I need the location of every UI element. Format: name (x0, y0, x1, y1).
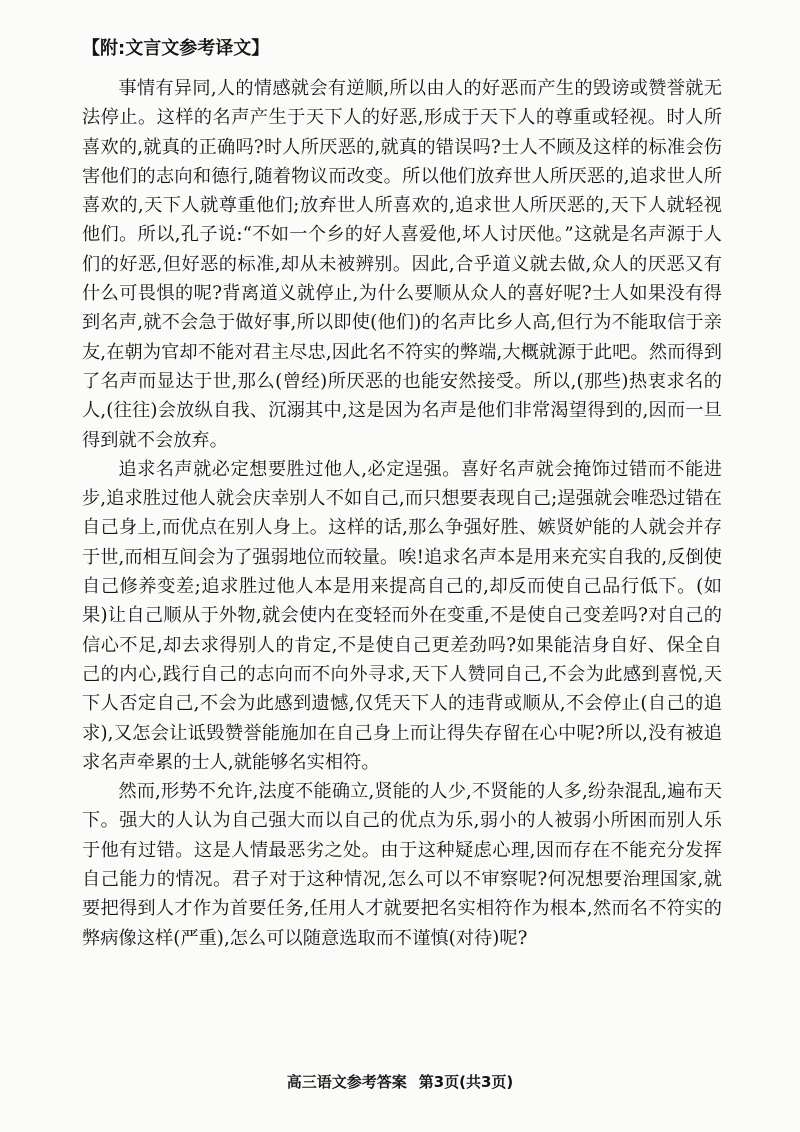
footer-subject: 高三语文参考答案 (286, 1073, 407, 1091)
paragraph-3: 然而,形势不允许,法度不能确立,贤能的人少,不贤能的人多,纷杂混乱,遍布天下。强大的人认为自己强大而以自己的优点为乐,弱小的人被弱小所困而别人乐于他有过错。这是人情最恶劣之处。由于这种疑虑心理,因而存在不能充分发挥自己能力的情况。君子对于这种情况,怎么可以不审察呢?何况想要治理国家,就要把得到人才作为首要任务,任用人才就要把名实相符作为根本,然而名不符实的弊病像这样(严重),怎么可以随意选取而不谨慎(对待)呢? (82, 781, 722, 949)
translation-body (82, 74, 722, 953)
paragraph-2: 追求名声就必定想要胜过他人,必定逞强。喜好名声就会掩饰过错而不能进步,追求胜过他人就会庆幸别人不如自己,而只想要表现自己;逞强就会唯恐过错在自己身上,而优点在别人身上。这样的话,那么争强好胜、嫉贤妒能的人就会并存于世,而相互间会为了强弱地位而较量。唉!追求名声本是用来充实自我的,反倒使自己修养变差;追求胜过他人本是用来提高自己的,却反而使自己品行低下。(如果)让自己顺从于外物,就会使内在变轻而外在变重,不是使自己变差吗?对自己的信心不足,却去求得别人的肯定,不是使自己更差劲吗?如果能洁身自好、保全自己的内心,践行自己的志向而不向外寻求,天下人赞同自己,不会为此感到喜悦,天下人否定自己,不会为此感到遗憾,仅凭天下人的违背或顺从,不会停止(自己的追求),又怎会让诋毁赞誉能施加在自己身上而让得失存留在心中呢?所以,没有被追求名声牵累的士人,就能够名实相符。 (82, 458, 722, 773)
page-footer (0, 1072, 800, 1092)
paragraph-1: 事情有异同,人的情感就会有逆顺,所以由人的好恶而产生的毁谤或赞誉就无法停止。这样的名声产生于天下人的好恶,形成于天下人的尊重或轻视。时人所喜欢的,就真的正确吗?时人所厌恶的,就真的错误吗?士人不顾及这样的标准会伤害他们的志向和德行,随着物议而改变。所以他们放弃世人所厌恶的,追求世人所喜欢的,天下人就尊重他们;放弃世人所喜欢的,追求世人所厌恶的,天下人就轻视他们。所以,孔子说:“不如一个乡的好人喜爱他,坏人讨厌他。”这就是名声源于人们的好恶,但好恶的标准,却从未被辨别。因此,合乎道义就去做,众人的厌恶又有什么可畏惧的呢?背离道义就停止,为什么要顺从众人的喜好呢?士人如果没有得到名声,就不会急于做好事,所以即使(他们)的名声比乡人高,但行为不能取信于亲友,在朝为官却不能对君主尽忠,因此名不符实的弊端,大概就源于此吧。然而得到了名声而显达于世,那么(曾经)所厌恶的也能安然接受。所以,(那些)热衷求名的人,(往往)会放纵自我、沉溺其中,这是因为名声是他们非常渴望得到的,因而一旦得到就不会放弃。 (82, 78, 722, 451)
footer-page-number: 第3页(共3页) (418, 1073, 514, 1091)
section-title: 【附:文言文参考译文】 (82, 38, 270, 59)
